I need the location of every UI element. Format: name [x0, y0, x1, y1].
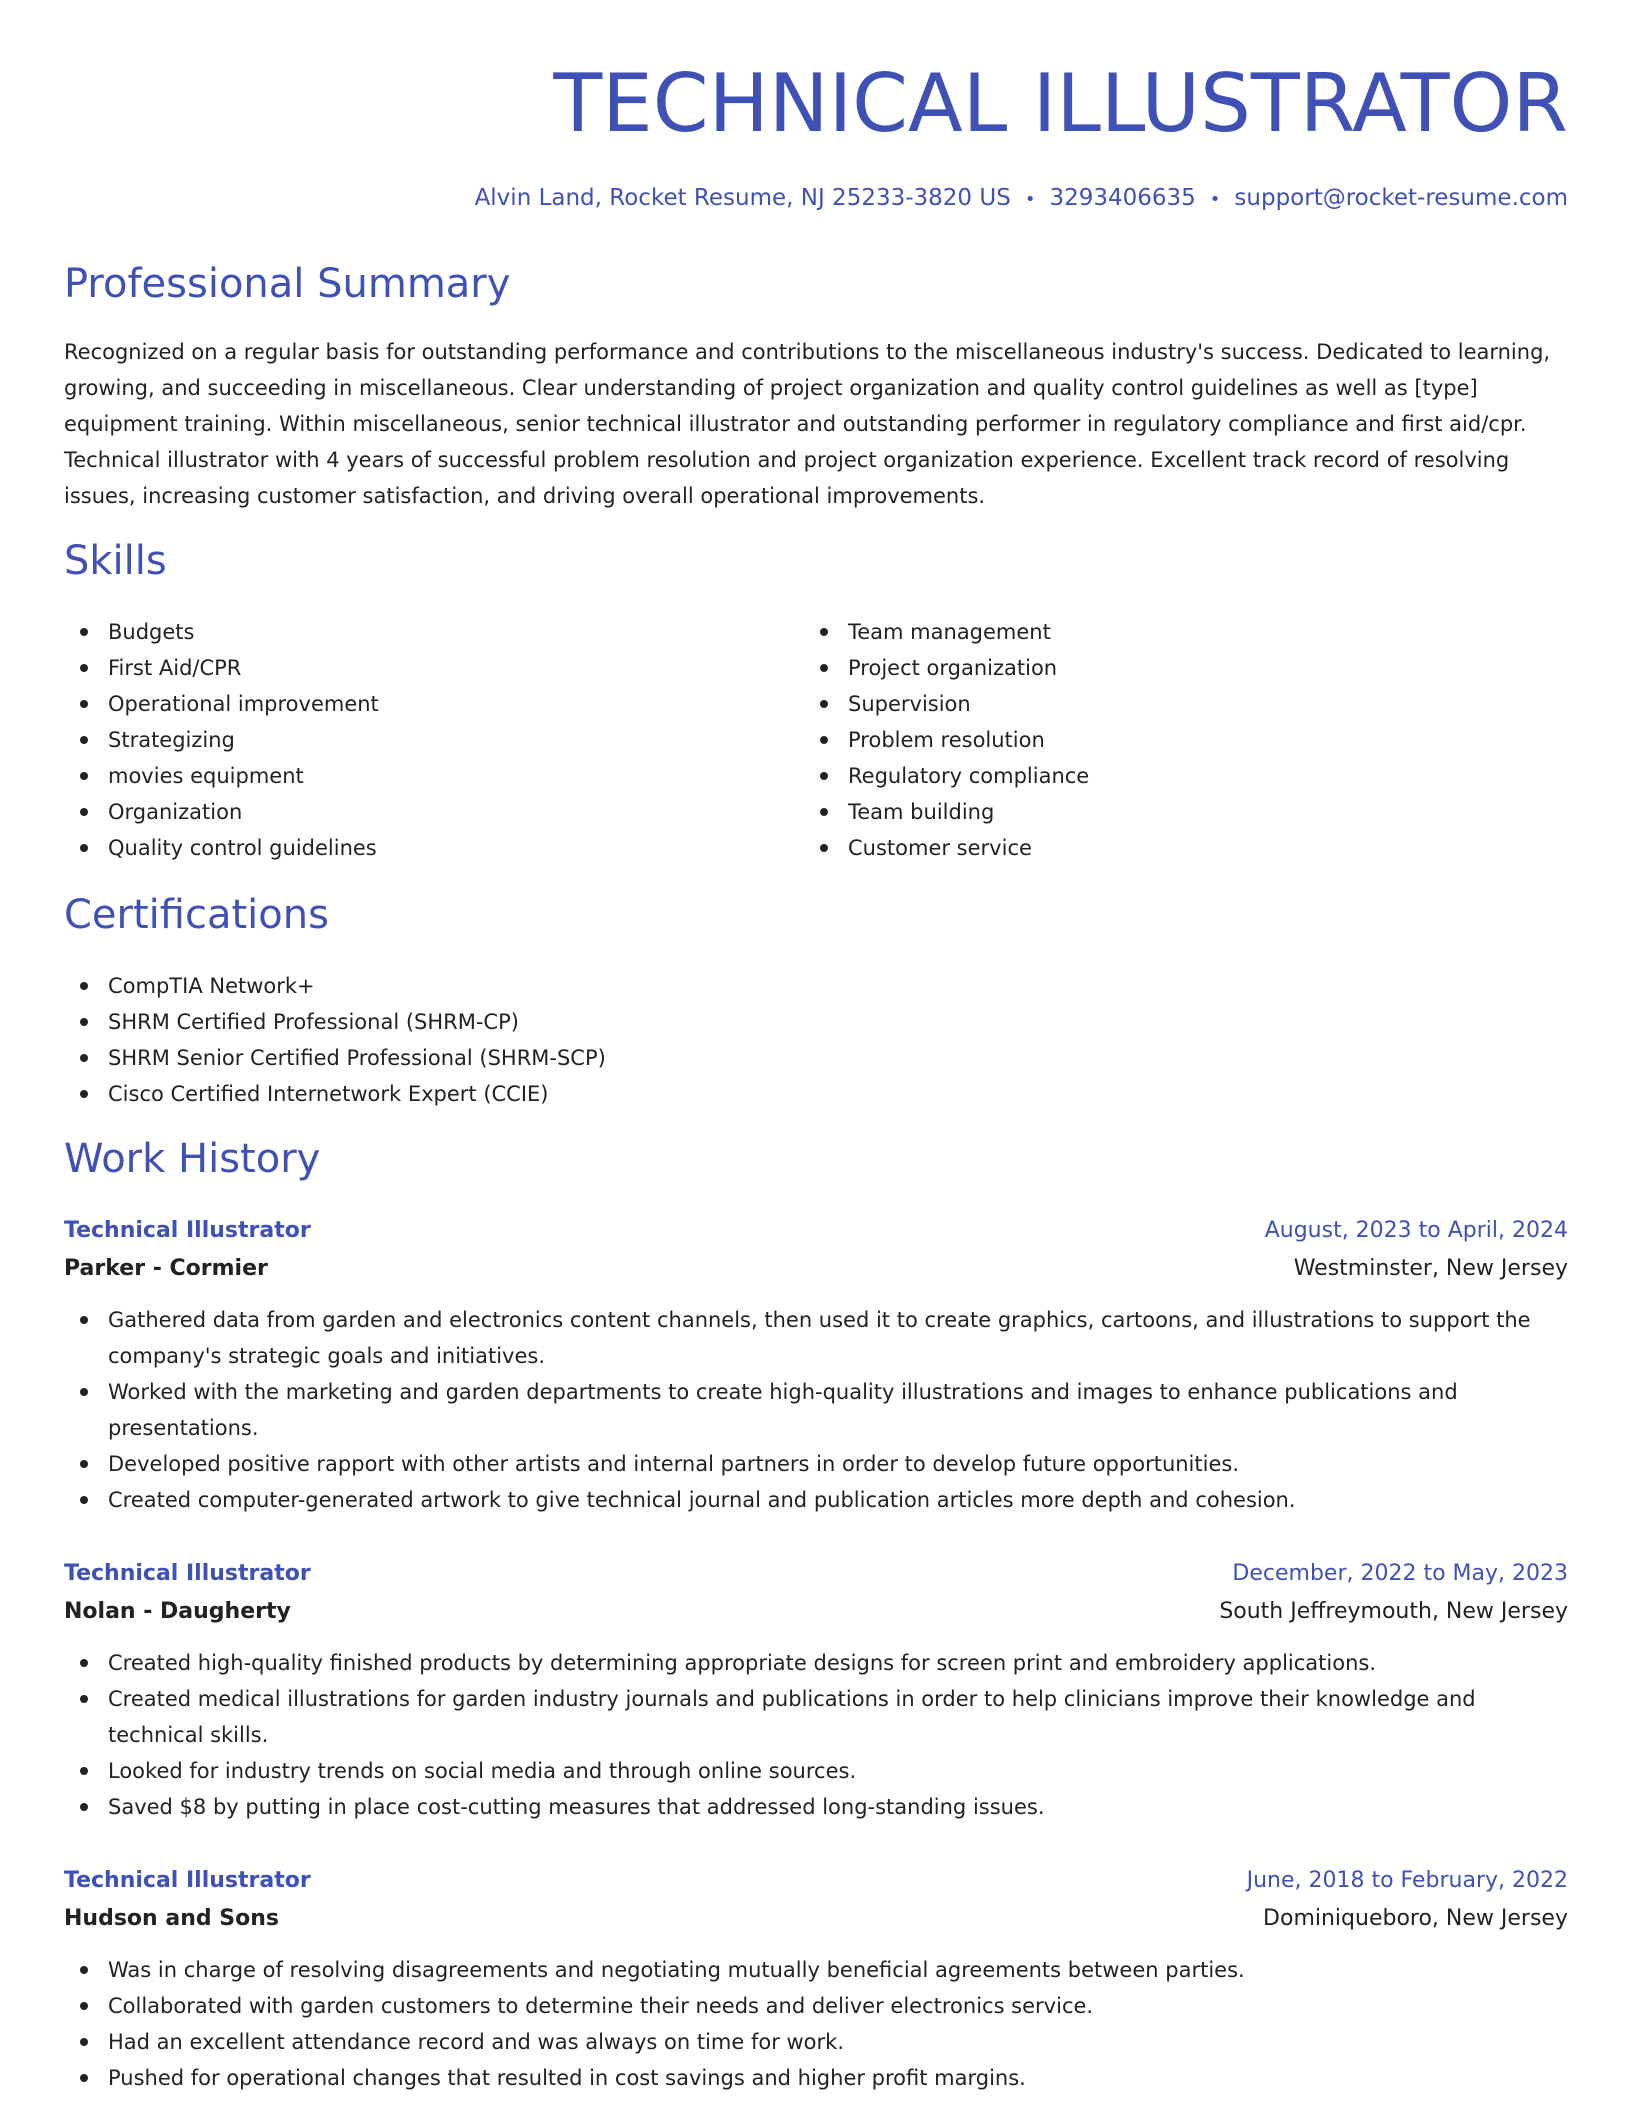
skill-item: Regulatory compliance — [804, 758, 1504, 794]
certification-item: CompTIA Network+ — [64, 968, 606, 1004]
job-bullet: Created medical illustrations for garden industry journals and publications in order to help clinicians improve their knowledge and technical skills. — [64, 1681, 1568, 1753]
contact-separator: • — [1209, 189, 1221, 210]
job-entry — [64, 1555, 1568, 1825]
job-bullet: Worked with the marketing and garden departments to create high-quality illustrations and images to enhance publications and presentations. — [64, 1374, 1568, 1446]
job-title: Technical Illustrator — [64, 1561, 311, 1586]
job-entry — [64, 1212, 1568, 1518]
job-bullet: Looked for industry trends on social media and through online sources. — [64, 1753, 1568, 1789]
skills-left-column — [64, 614, 764, 866]
job-location: Dominiqueboro, New Jersey — [1263, 1906, 1568, 1931]
job-dates: August, 2023 to April, 2024 — [1264, 1218, 1568, 1243]
certifications-heading: Certifications — [64, 892, 329, 938]
job-bullet: Gathered data from garden and electronics content channels, then used it to create graphics, cartoons, and illustrations to support the company's strategic goals and initiatives. — [64, 1302, 1568, 1374]
job-location: Westminster, New Jersey — [1293, 1256, 1568, 1281]
skill-item: Team building — [804, 794, 1504, 830]
skill-item: First Aid/CPR — [64, 650, 764, 686]
skill-item: Organization — [64, 794, 764, 830]
certification-item: SHRM Certified Professional (SHRM-CP) — [64, 1004, 606, 1040]
contact-phone: 3293406635 — [1049, 185, 1196, 211]
contact-address: Alvin Land, Rocket Resume, NJ 25233-3820 US — [474, 185, 1011, 211]
contact-line — [475, 178, 1568, 220]
skill-item: Operational improvement — [64, 686, 764, 722]
skill-item: movies equipment — [64, 758, 764, 794]
job-bullet: Had an excellent attendance record and was always on time for work. — [64, 2024, 1568, 2060]
summary-heading: Professional Summary — [64, 261, 511, 307]
job-bullet: Created computer-generated artwork to give technical journal and publication articles more depth and cohesion. — [64, 1482, 1568, 1518]
job-bullet: Created high-quality finished products by determining appropriate designs for screen print and embroidery applications. — [64, 1645, 1568, 1681]
certification-item: Cisco Certified Internetwork Expert (CCIE) — [64, 1076, 606, 1112]
skill-item: Project organization — [804, 650, 1504, 686]
skill-item: Strategizing — [64, 722, 764, 758]
job-title: Technical Illustrator — [64, 1868, 311, 1893]
job-title: Technical Illustrator — [64, 1218, 311, 1243]
job-location: South Jeffreymouth, New Jersey — [1219, 1599, 1568, 1624]
job-dates: December, 2022 to May, 2023 — [1232, 1561, 1568, 1586]
contact-email: support@rocket-resume.com — [1234, 185, 1568, 211]
skill-item: Problem resolution — [804, 722, 1504, 758]
job-dates: June, 2018 to February, 2022 — [1246, 1868, 1568, 1893]
skills-heading: Skills — [64, 538, 167, 584]
job-bullet: Was in charge of resolving disagreements and negotiating mutually beneficial agreements between parties. — [64, 1952, 1568, 1988]
certifications-list — [64, 968, 606, 1112]
job-bullet: Saved $8 by putting in place cost-cutting measures that addressed long-standing issues. — [64, 1789, 1568, 1825]
job-entry — [64, 1862, 1568, 2096]
summary-text: Recognized on a regular basis for outstanding performance and contributions to the miscellaneous industry's success. Dedicated to learning, growing, and succeeding in miscellaneous. Clear understanding of project organization and quality control guidelines as well as [type] equipment training. Within miscellaneous, senior technical illustrator and outstanding performer in regulatory compliance and first aid/cpr. Technical illustrator with 4 years of successful problem resolution and project organization experience. Excellent track record of resolving issues, increasing customer satisfaction, and driving overall operational improvements. — [64, 340, 1551, 508]
contact-separator: • — [1024, 189, 1036, 210]
work-history-heading: Work History — [64, 1136, 321, 1182]
skill-item: Budgets — [64, 614, 764, 650]
job-bullet: Pushed for operational changes that resulted in cost savings and higher profit margins. — [64, 2060, 1568, 2096]
job-bullet: Developed positive rapport with other artists and internal partners in order to develop future opportunities. — [64, 1446, 1568, 1482]
certification-item: SHRM Senior Certified Professional (SHRM-SCP) — [64, 1040, 606, 1076]
skill-item: Quality control guidelines — [64, 830, 764, 866]
resume-title: TECHNICAL ILLUSTRATOR — [553, 57, 1568, 150]
skill-item: Team management — [804, 614, 1504, 650]
job-company: Parker - Cormier — [64, 1256, 268, 1281]
skills-right-column — [804, 614, 1504, 866]
job-company: Hudson and Sons — [64, 1906, 279, 1931]
skill-item: Supervision — [804, 686, 1504, 722]
skill-item: Customer service — [804, 830, 1504, 866]
job-company: Nolan - Daugherty — [64, 1599, 291, 1624]
job-bullet: Collaborated with garden customers to determine their needs and deliver electronics service. — [64, 1988, 1568, 2024]
